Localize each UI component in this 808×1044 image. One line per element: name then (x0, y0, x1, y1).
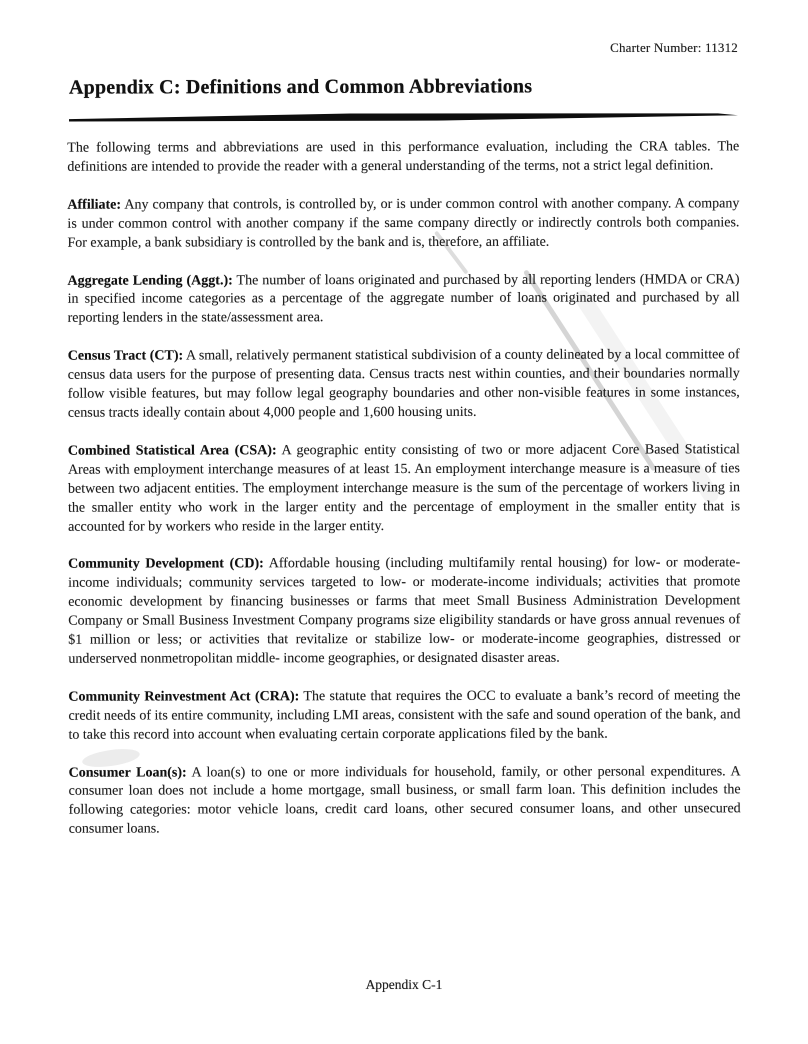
charter-number: Charter Number: 11312 (610, 40, 738, 55)
term-label: Consumer Loan(s): (68, 765, 187, 781)
term-label: Aggregate Lending (Aggt.): (67, 272, 233, 289)
paragraph-text: Any company that controls, is controlled by, or is under common control with another company. A company is under common control with another company if the same company directly or indirectly controls both companies. For example, a bank subsidiary is controlled by the bank and is, therefore, an affiliate. (67, 196, 740, 251)
paragraph-text: The following terms and abbreviations are used in this performance evaluation, including the CRA tables. The definitions are intended to provide the reader with a general understanding of the terms, not a strict legal definition. (67, 139, 740, 175)
definition-combined-statistical-area (68, 441, 740, 537)
term-label: Community Reinvestment Act (CRA): (68, 689, 300, 705)
paragraph-text: Affordable housing (including multifamily rental housing) for low- or moderate-income individuals; community services targeted to low- or moderate-income individuals; activities that promote economic development by financing businesses or farms that meet Small Business Administration Development Company or Small Business Investment Company programs size eligibility standards or have gross annual revenues of $1 million or less; or activities that revitalize or stabilize low- or moderate-income geographies, distressed or underserved nonmetropolitan middle- income geographies, or designated disaster areas. (68, 555, 741, 667)
term-label: Census Tract (CT): (67, 348, 184, 364)
term-label: Affiliate: (67, 197, 122, 213)
title-rule (69, 112, 738, 122)
definition-community-reinvestment-act (68, 687, 740, 745)
page-footer: Appendix C-1 (365, 977, 443, 992)
definition-aggregate-lending (68, 271, 740, 329)
intro-paragraph (67, 138, 739, 177)
paragraph-text: The number of loans originated and purchased by all reporting lenders (HMDA or CRA) in specified income categories as a percentage of the aggregate number of loans originated and purchased by all reporting lenders in the state/assessment area. (67, 271, 740, 327)
definition-affiliate (67, 195, 739, 253)
term-label: Combined Statistical Area (CSA): (67, 443, 277, 459)
definition-community-development (68, 555, 740, 670)
document-body (67, 138, 741, 859)
paragraph-text: A loan(s) to one or more individuals for household, family, or other personal expenditures. A consumer loan does not include a home mortgage, small business, or small farm loan. This definition includes the following categories: motor vehicle loans, credit card loans, other secured consumer loans, and other unsecured consumer loans. (68, 763, 741, 837)
term-label: Community Development (CD): (68, 556, 264, 573)
page-title: Appendix C: Definitions and Common Abbreviations (68, 75, 533, 99)
paragraph-text: The statute that requires the OCC to evaluate a bank’s record of meeting the credit needs of its entire community, including LMI areas, consistent with the safe and sound operation of the bank, and to take this record into account when evaluating certain corporate applications filed by the bank. (68, 688, 741, 743)
definition-census-tract (68, 347, 740, 424)
paragraph-text: A geographic entity consisting of two or more adjacent Core Based Statistical Areas with employment interchange measures of at least 15. An employment interchange measure is a measure of ties between two adjacent entities. The employment interchange measure is the sum of the percentage of workers living in the smaller entity who work in the larger entity and the percentage of employment in the smaller entity that is accounted for by workers who reside in the larger entity. (67, 442, 741, 535)
definition-consumer-loans (69, 763, 741, 840)
paragraph-text: A small, relatively permanent statistical subdivision of a county delineated by a local committee of census data users for the purpose of presenting data. Census tracts nest within counties, and their boundaries normally follow visible features, but may follow legal geography boundaries and other non-visible features in some instances, census tracts ideally contain about 4,000 people and 1,600 housing units. (67, 347, 740, 421)
